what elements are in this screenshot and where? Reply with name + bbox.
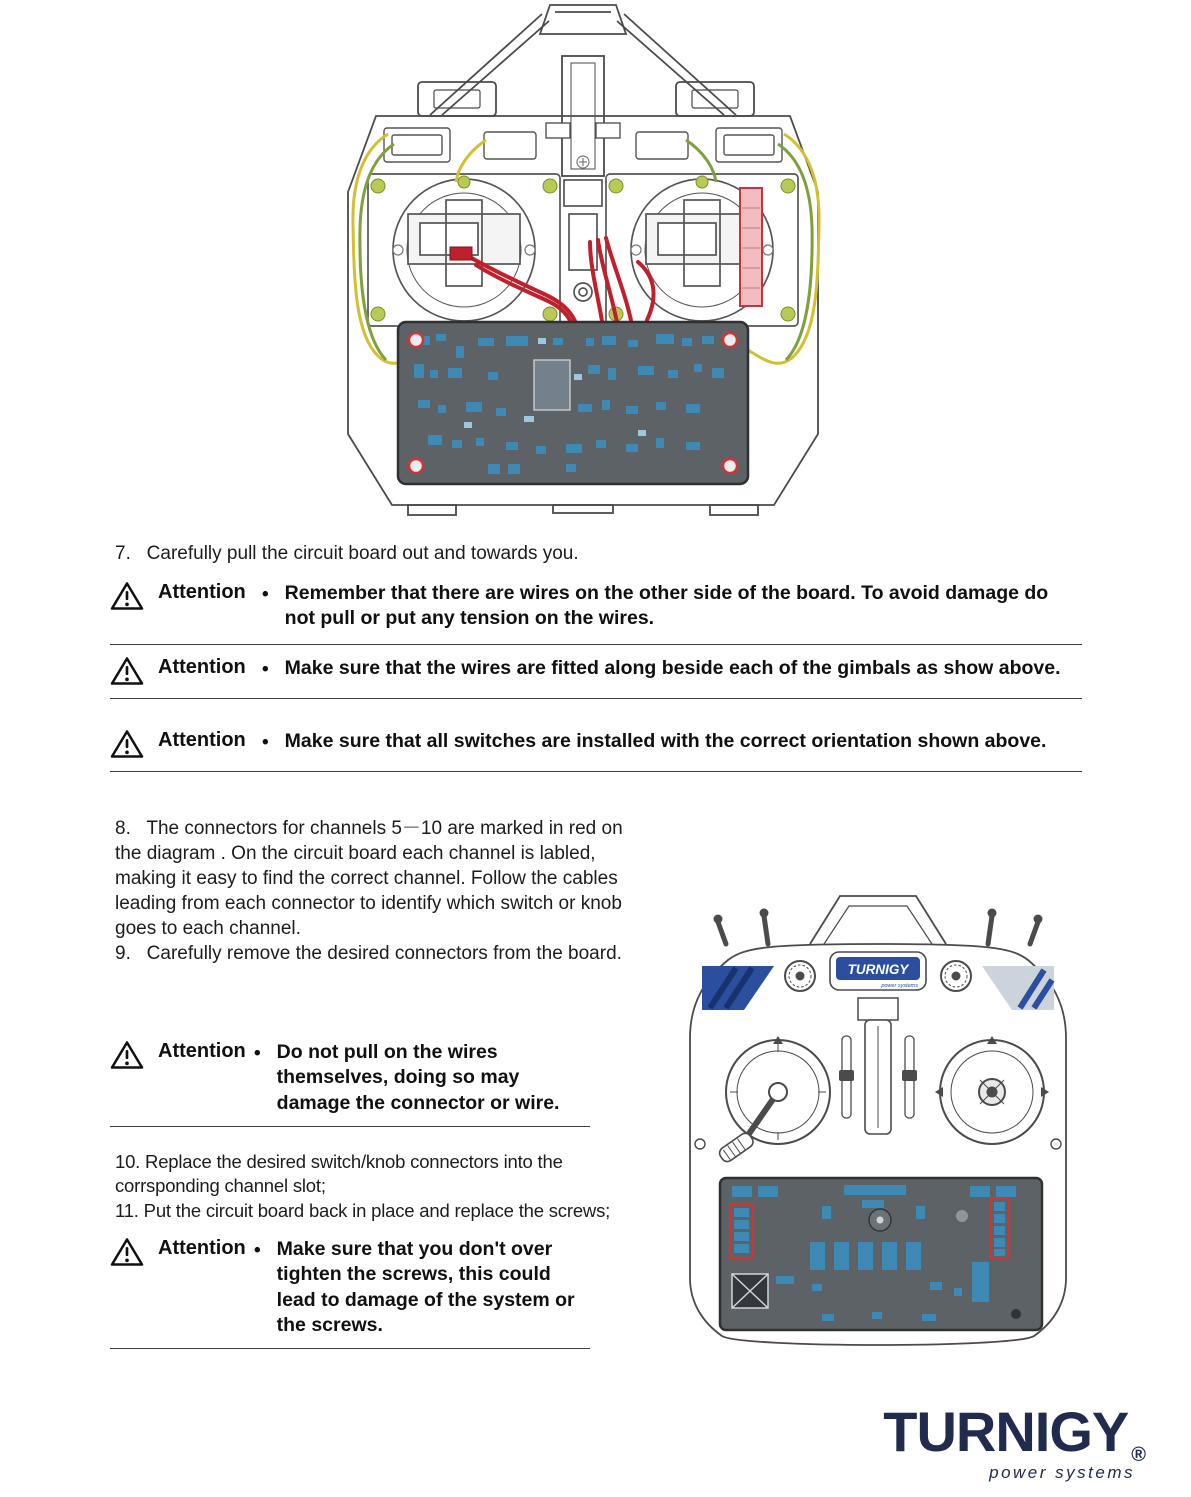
step-9: 9. Carefully remove the desired connectors from the board. xyxy=(115,943,622,965)
bullet: • xyxy=(262,659,269,680)
attention-row-3 xyxy=(110,729,1082,772)
brand-logo xyxy=(883,1400,1145,1483)
step-11: 11. Put the circuit board back in place and replace the screws; xyxy=(115,1199,611,1221)
attention-text: Make sure that all switches are installed with the correct orientation shown above. xyxy=(284,730,1047,752)
attention-label: Attention xyxy=(158,656,246,678)
warning-icon xyxy=(110,1237,144,1267)
gimbal-plates xyxy=(368,174,798,326)
attention-label: Attention xyxy=(158,581,246,603)
step-8: 8. The connectors for channels 5－10 are marked in red on the diagram . On the circuit board each channel is labled, making it easy to find the correct channel. Follow the cables leading from each connector to identify which switch or knob goes to each channel. xyxy=(115,818,628,940)
step-10: 10. Replace the desired switch/knob connectors into the corrsponding channel slot; xyxy=(115,1151,568,1197)
attention-text: Make sure that you don't over tighten the screws, this could lead to damage of the system or the screws. xyxy=(276,1238,575,1337)
front-circuit-board xyxy=(720,1178,1042,1330)
knob-left xyxy=(785,961,815,991)
attention-row-5 xyxy=(110,1237,590,1349)
attention-text: Do not pull on the wires themselves, doing so may damage the connector or wire. xyxy=(276,1041,560,1114)
attention-text: Remember that there are wires on the other side of the board. To avoid damage do not pull or put any tension on the wires. xyxy=(284,582,1049,630)
badge-brand-text: TURNIGY xyxy=(847,962,909,977)
warning-icon xyxy=(110,581,144,611)
bullet: • xyxy=(254,1240,261,1261)
brand-wordmark: TURNIGY ® xyxy=(883,1400,1145,1466)
circuit-board xyxy=(398,322,748,484)
attention-label: Attention xyxy=(158,1237,246,1259)
figure-transmitter-front xyxy=(672,886,1084,1358)
badge-tagline-text: power systems xyxy=(881,983,918,989)
pcb-capacitor xyxy=(956,1210,968,1222)
bullet: • xyxy=(254,1043,261,1064)
attention-label: Attention xyxy=(158,1040,246,1062)
registered-mark: ® xyxy=(1131,1444,1145,1466)
warning-icon xyxy=(110,656,144,686)
top-switches xyxy=(718,916,1038,944)
attention-row-4 xyxy=(110,1040,590,1127)
steps-10-11 xyxy=(115,1150,671,1223)
pcb-dot xyxy=(1011,1309,1021,1319)
attention-text: Make sure that the wires are fitted along beside each of the gimbals as show above. xyxy=(284,657,1061,679)
bullet: • xyxy=(262,732,269,753)
attention-label: Attention xyxy=(158,729,246,751)
warning-icon xyxy=(110,729,144,759)
highlighted-connector xyxy=(740,188,762,306)
brand-badge xyxy=(830,952,926,990)
knob-right xyxy=(941,961,971,991)
step-7: 7. Carefully pull the circuit board out and towards you. xyxy=(115,543,579,564)
red-connector xyxy=(450,247,472,260)
warning-icon xyxy=(110,1040,144,1070)
speaker-screw xyxy=(877,1217,884,1224)
bullet: • xyxy=(262,584,269,605)
steps-8-9 xyxy=(115,816,627,966)
attention-row-1 xyxy=(110,581,1082,645)
brand-tagline: power systems xyxy=(989,1463,1135,1482)
attention-row-2 xyxy=(110,656,1082,699)
figure-transmitter-internals xyxy=(338,2,834,520)
crossed-module xyxy=(732,1274,768,1308)
